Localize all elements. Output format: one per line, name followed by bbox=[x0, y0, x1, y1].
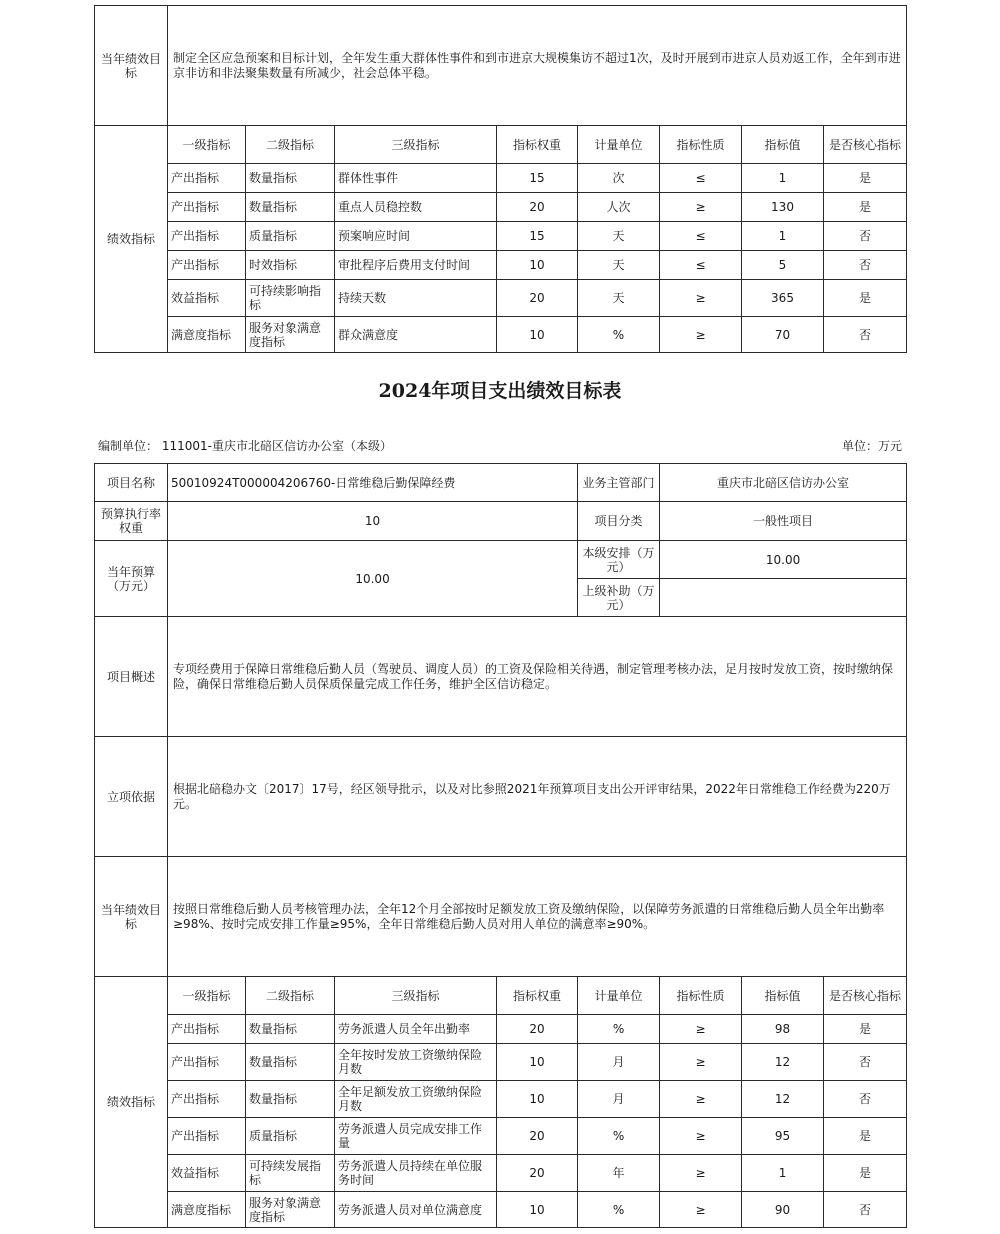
overview-label: 项目概述 bbox=[95, 617, 168, 737]
org-unit-line: 编制单位： 111001-重庆市北碚区信访办公室（本级） bbox=[98, 439, 392, 453]
table-row bbox=[95, 1118, 907, 1155]
cell-weight: 20 bbox=[497, 1015, 578, 1044]
cell-level3: 劳务派遣人员对单位满意度 bbox=[335, 1192, 497, 1228]
cell-level2: 数量指标 bbox=[246, 1044, 335, 1081]
header-level2: 二级指标 bbox=[246, 126, 335, 164]
cell-weight: 15 bbox=[497, 164, 578, 193]
cell-unit: % bbox=[578, 1192, 660, 1228]
cell-unit: 月 bbox=[578, 1081, 660, 1118]
project-name-value: 50010924T000004206760-日常维稳后勤保障经费 bbox=[168, 464, 578, 502]
table-row bbox=[95, 222, 907, 251]
table-row bbox=[95, 193, 907, 222]
cell-value: 95 bbox=[742, 1118, 824, 1155]
header-level1: 一级指标 bbox=[168, 977, 246, 1015]
cell-level2: 数量指标 bbox=[246, 1015, 335, 1044]
budget-value: 10.00 bbox=[168, 541, 578, 617]
table-row bbox=[95, 164, 907, 193]
cell-level3: 劳务派遣人员全年出勤率 bbox=[335, 1015, 497, 1044]
cell-level1: 满意度指标 bbox=[168, 1192, 246, 1228]
cell-value: 5 bbox=[742, 251, 824, 280]
cell-level2: 质量指标 bbox=[246, 1118, 335, 1155]
subsidy-value bbox=[660, 579, 907, 617]
table-row bbox=[95, 251, 907, 280]
cell-nature: ≥ bbox=[660, 1118, 742, 1155]
cell-level3: 全年足额发放工资缴纳保险月数 bbox=[335, 1081, 497, 1118]
cell-value: 90 bbox=[742, 1192, 824, 1228]
goal-text: 按照日常维稳后勤人员考核管理办法，全年12个月全部按时足额发放工资及缴纳保险，以保障劳务派遣的日常维稳后勤人员全年出勤率≥98%、按时完成安排工作量≥95%，全年日常维稳后勤人员对用人单位的满意率≥90%。 bbox=[168, 857, 907, 977]
cell-level1: 产出指标 bbox=[168, 251, 246, 280]
cell-weight: 10 bbox=[497, 1081, 578, 1118]
category-label: 项目分类 bbox=[578, 502, 660, 541]
cell-unit: 月 bbox=[578, 1044, 660, 1081]
dept-label: 业务主管部门 bbox=[578, 464, 660, 502]
cell-value: 1 bbox=[742, 164, 824, 193]
cell-level3: 审批程序后费用支付时间 bbox=[335, 251, 497, 280]
cell-value: 130 bbox=[742, 193, 824, 222]
cell-core: 否 bbox=[824, 317, 907, 353]
cell-core: 否 bbox=[824, 222, 907, 251]
cell-nature: ≥ bbox=[660, 1015, 742, 1044]
cell-level2: 可持续发展指标 bbox=[246, 1155, 335, 1192]
cell-level1: 产出指标 bbox=[168, 193, 246, 222]
cell-core: 是 bbox=[824, 1155, 907, 1192]
cell-level1: 效益指标 bbox=[168, 280, 246, 317]
header-unit: 计量单位 bbox=[578, 126, 660, 164]
subsidy-label: 上级补助（万元） bbox=[578, 579, 660, 617]
cell-nature: ≥ bbox=[660, 1155, 742, 1192]
cell-level1: 产出指标 bbox=[168, 1044, 246, 1081]
goal-label: 当年绩效目标 bbox=[95, 6, 168, 126]
indicators-label: 绩效指标 bbox=[95, 126, 168, 353]
cell-unit: 人次 bbox=[578, 193, 660, 222]
cell-nature: ≤ bbox=[660, 222, 742, 251]
cell-level2: 可持续影响指标 bbox=[246, 280, 335, 317]
cell-core: 是 bbox=[824, 1118, 907, 1155]
cell-nature: ≥ bbox=[660, 280, 742, 317]
cell-core: 是 bbox=[824, 1015, 907, 1044]
cell-core: 是 bbox=[824, 280, 907, 317]
header-level3: 三级指标 bbox=[335, 977, 497, 1015]
perf-target-table bbox=[94, 463, 907, 1228]
cell-nature: ≥ bbox=[660, 193, 742, 222]
cell-unit: % bbox=[578, 1118, 660, 1155]
header-weight: 指标权重 bbox=[497, 977, 578, 1015]
cell-level3: 劳务派遣人员持续在单位服务时间 bbox=[335, 1155, 497, 1192]
cell-level1: 效益指标 bbox=[168, 1155, 246, 1192]
cell-weight: 10 bbox=[497, 251, 578, 280]
currency-unit-line: 单位：万元 bbox=[841, 439, 902, 453]
cell-nature: ≤ bbox=[660, 164, 742, 193]
header-level2: 二级指标 bbox=[246, 977, 335, 1015]
cell-nature: ≥ bbox=[660, 1192, 742, 1228]
header-unit: 计量单位 bbox=[578, 977, 660, 1015]
cell-unit: % bbox=[578, 1015, 660, 1044]
cell-level2: 时效指标 bbox=[246, 251, 335, 280]
cell-value: 98 bbox=[742, 1015, 824, 1044]
cell-weight: 20 bbox=[497, 280, 578, 317]
cell-level2: 服务对象满意度指标 bbox=[246, 1192, 335, 1228]
local-value: 10.00 bbox=[660, 541, 907, 579]
table-row bbox=[95, 1015, 907, 1044]
cell-nature: ≥ bbox=[660, 1044, 742, 1081]
basis-label: 立项依据 bbox=[95, 737, 168, 857]
table-row bbox=[95, 1192, 907, 1228]
cell-level2: 数量指标 bbox=[246, 164, 335, 193]
cell-weight: 15 bbox=[497, 222, 578, 251]
cell-level3: 持续天数 bbox=[335, 280, 497, 317]
cell-level2: 服务对象满意度指标 bbox=[246, 317, 335, 353]
category-value: 一般性项目 bbox=[660, 502, 907, 541]
cell-level3: 劳务派遣人员完成安排工作量 bbox=[335, 1118, 497, 1155]
goal-label: 当年绩效目标 bbox=[95, 857, 168, 977]
dept-value: 重庆市北碚区信访办公室 bbox=[660, 464, 907, 502]
cell-weight: 20 bbox=[497, 1155, 578, 1192]
cell-unit: 次 bbox=[578, 164, 660, 193]
cell-level1: 产出指标 bbox=[168, 1015, 246, 1044]
exec-rate-value: 10 bbox=[168, 502, 578, 541]
cell-nature: ≥ bbox=[660, 317, 742, 353]
cell-core: 否 bbox=[824, 1081, 907, 1118]
header-weight: 指标权重 bbox=[497, 126, 578, 164]
cell-core: 否 bbox=[824, 1044, 907, 1081]
cell-nature: ≤ bbox=[660, 251, 742, 280]
cell-level3: 预案响应时间 bbox=[335, 222, 497, 251]
cell-level1: 满意度指标 bbox=[168, 317, 246, 353]
local-label: 本级安排（万元） bbox=[578, 541, 660, 579]
table-row bbox=[95, 1081, 907, 1118]
cell-value: 365 bbox=[742, 280, 824, 317]
header-level3: 三级指标 bbox=[335, 126, 497, 164]
project-name-label: 项目名称 bbox=[95, 464, 168, 502]
cell-unit: 天 bbox=[578, 280, 660, 317]
cell-level1: 产出指标 bbox=[168, 1081, 246, 1118]
document-title: 2024年项目支出绩效目标表 bbox=[378, 380, 622, 402]
cell-level1: 产出指标 bbox=[168, 222, 246, 251]
cell-level3: 全年按时发放工资缴纳保险月数 bbox=[335, 1044, 497, 1081]
table-row bbox=[95, 1044, 907, 1081]
cell-level2: 质量指标 bbox=[246, 222, 335, 251]
cell-unit: % bbox=[578, 317, 660, 353]
budget-label: 当年预算（万元） bbox=[95, 541, 168, 617]
cell-unit: 年 bbox=[578, 1155, 660, 1192]
table-row bbox=[95, 280, 907, 317]
cell-value: 1 bbox=[742, 1155, 824, 1192]
header-level1: 一级指标 bbox=[168, 126, 246, 164]
cell-level3: 群体性事件 bbox=[335, 164, 497, 193]
table-row bbox=[95, 317, 907, 353]
cell-level2: 数量指标 bbox=[246, 193, 335, 222]
perf-table-prev bbox=[94, 5, 907, 353]
cell-level1: 产出指标 bbox=[168, 1118, 246, 1155]
cell-value: 12 bbox=[742, 1081, 824, 1118]
cell-core: 否 bbox=[824, 251, 907, 280]
header-core: 是否核心指标 bbox=[824, 977, 907, 1015]
basis-text: 根据北碚稳办文〔2017〕17号，经区领导批示，以及对比参照2021年预算项目支出公开评审结果，2022年日常维稳工作经费为220万元。 bbox=[168, 737, 907, 857]
cell-level1: 产出指标 bbox=[168, 164, 246, 193]
goal-text: 制定全区应急预案和目标计划，全年发生重大群体性事件和到市进京大规模集访不超过1次，及时开展到市进京人员劝返工作，全年到市进京非访和非法聚集数量有所减少，社会总体平稳。 bbox=[168, 6, 907, 126]
exec-rate-label: 预算执行率权重 bbox=[95, 502, 168, 541]
header-core: 是否核心指标 bbox=[824, 126, 907, 164]
header-value: 指标值 bbox=[742, 977, 824, 1015]
cell-weight: 20 bbox=[497, 1118, 578, 1155]
cell-level3: 重点人员稳控数 bbox=[335, 193, 497, 222]
cell-weight: 20 bbox=[497, 193, 578, 222]
cell-weight: 10 bbox=[497, 1192, 578, 1228]
table-row bbox=[95, 1155, 907, 1192]
cell-weight: 10 bbox=[497, 317, 578, 353]
cell-level3: 群众满意度 bbox=[335, 317, 497, 353]
cell-weight: 10 bbox=[497, 1044, 578, 1081]
cell-value: 70 bbox=[742, 317, 824, 353]
cell-level2: 数量指标 bbox=[246, 1081, 335, 1118]
cell-core: 是 bbox=[824, 164, 907, 193]
cell-unit: 天 bbox=[578, 251, 660, 280]
header-nature: 指标性质 bbox=[660, 977, 742, 1015]
cell-core: 是 bbox=[824, 193, 907, 222]
cell-unit: 天 bbox=[578, 222, 660, 251]
overview-text: 专项经费用于保障日常维稳后勤人员（驾驶员、调度人员）的工资及保险相关待遇，制定管理考核办法，足月按时发放工资，按时缴纳保险，确保日常维稳后勤人员保质保量完成工作任务，维护全区信访稳定。 bbox=[168, 617, 907, 737]
indicators-label: 绩效指标 bbox=[95, 977, 168, 1228]
header-nature: 指标性质 bbox=[660, 126, 742, 164]
cell-nature: ≥ bbox=[660, 1081, 742, 1118]
cell-value: 12 bbox=[742, 1044, 824, 1081]
cell-core: 否 bbox=[824, 1192, 907, 1228]
cell-value: 1 bbox=[742, 222, 824, 251]
header-value: 指标值 bbox=[742, 126, 824, 164]
